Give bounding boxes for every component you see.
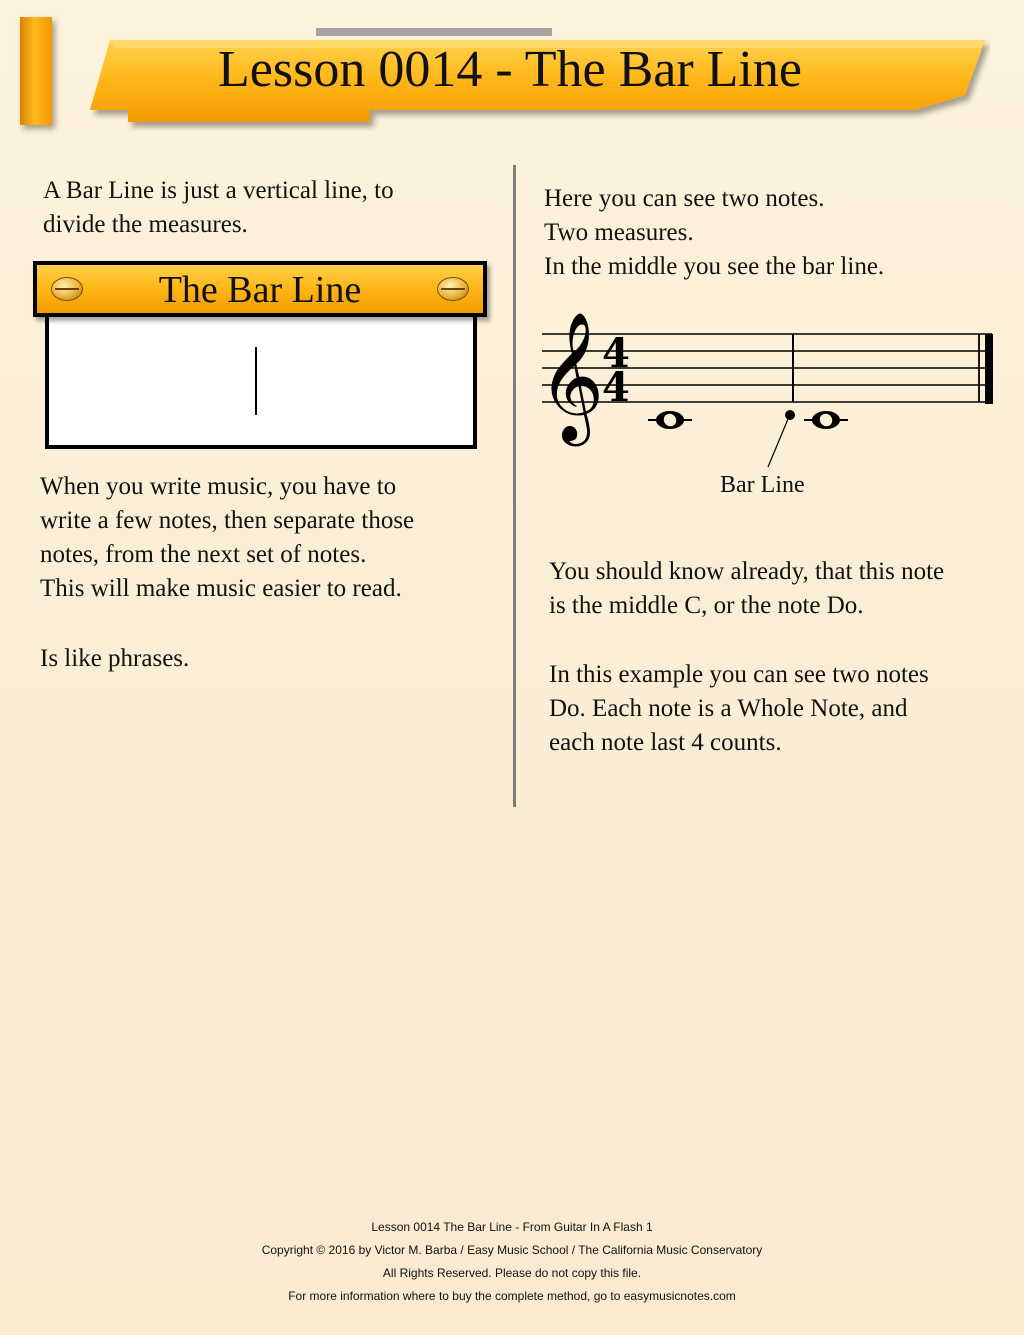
- staff-intro-paragraph: [544, 182, 884, 284]
- whole-note-line: Do. Each note is a Whole Note, and: [549, 695, 908, 722]
- whole-note-paragraph: [549, 658, 929, 760]
- whole-note-icon: [656, 411, 684, 429]
- screw-icon: [51, 277, 83, 301]
- staff-intro-line: Here you can see two notes.: [544, 185, 825, 212]
- callout-line: [768, 419, 788, 467]
- footer-line: For more information where to buy the complete method, go to easymusicnotes.com: [288, 1289, 736, 1303]
- whole-note-icon: [812, 411, 840, 429]
- final-barline-thick: [985, 334, 993, 404]
- explanation-line: When you write music, you have to: [40, 473, 397, 500]
- callout-dot: [785, 410, 795, 420]
- whole-note-line: In this example you can see two notes: [549, 661, 929, 688]
- middle-c-paragraph: [549, 555, 944, 623]
- staff-intro-line: In the middle you see the bar line.: [544, 253, 885, 280]
- explanation-line: notes, from the next set of notes.: [40, 541, 367, 568]
- closing-line: Is like phrases.: [40, 645, 190, 672]
- intro-line: divide the measures.: [43, 211, 248, 238]
- bar-line-example-body: [45, 309, 477, 449]
- staff-intro-line: Two measures.: [544, 219, 694, 246]
- bar-line-example-header: [33, 261, 487, 317]
- intro-paragraph: [43, 174, 394, 242]
- middle-c-line: is the middle C, or the note Do.: [549, 592, 864, 619]
- middle-c-line: You should know already, that this note: [549, 558, 945, 585]
- bar-line-box-title: The Bar Line: [158, 269, 362, 311]
- treble-clef-icon: 𝄞: [538, 311, 605, 441]
- whole-note-line: each note last 4 counts.: [549, 729, 782, 756]
- footer-line: All Rights Reserved. Please do not copy this file.: [382, 1266, 642, 1280]
- footer-copyright: Copyright © 2016 by Victor M. Barba / Easy Music School / The California Music Conservatory: [261, 1243, 763, 1257]
- time-signature-bottom: 4: [602, 364, 630, 411]
- explanation-paragraph: [40, 470, 414, 606]
- intro-line: A Bar Line is just a vertical line, to: [43, 177, 394, 204]
- bar-line-example-box: [33, 261, 487, 456]
- column-divider: [513, 165, 516, 807]
- sample-bar-line: [255, 347, 257, 415]
- footer-line: Lesson 0014 The Bar Line - From Guitar In A Flash 1: [371, 1220, 653, 1234]
- banner-left-tab: [20, 17, 52, 125]
- time-signature-top: 4: [602, 330, 630, 377]
- bar-line-callout-label: Bar Line: [720, 472, 805, 498]
- explanation-line: write a few notes, then separate those: [40, 507, 415, 534]
- screw-icon: [437, 277, 469, 301]
- page-title: Lesson 0014 - The Bar Line: [218, 41, 802, 98]
- explanation-line: This will make music easier to read.: [40, 575, 402, 602]
